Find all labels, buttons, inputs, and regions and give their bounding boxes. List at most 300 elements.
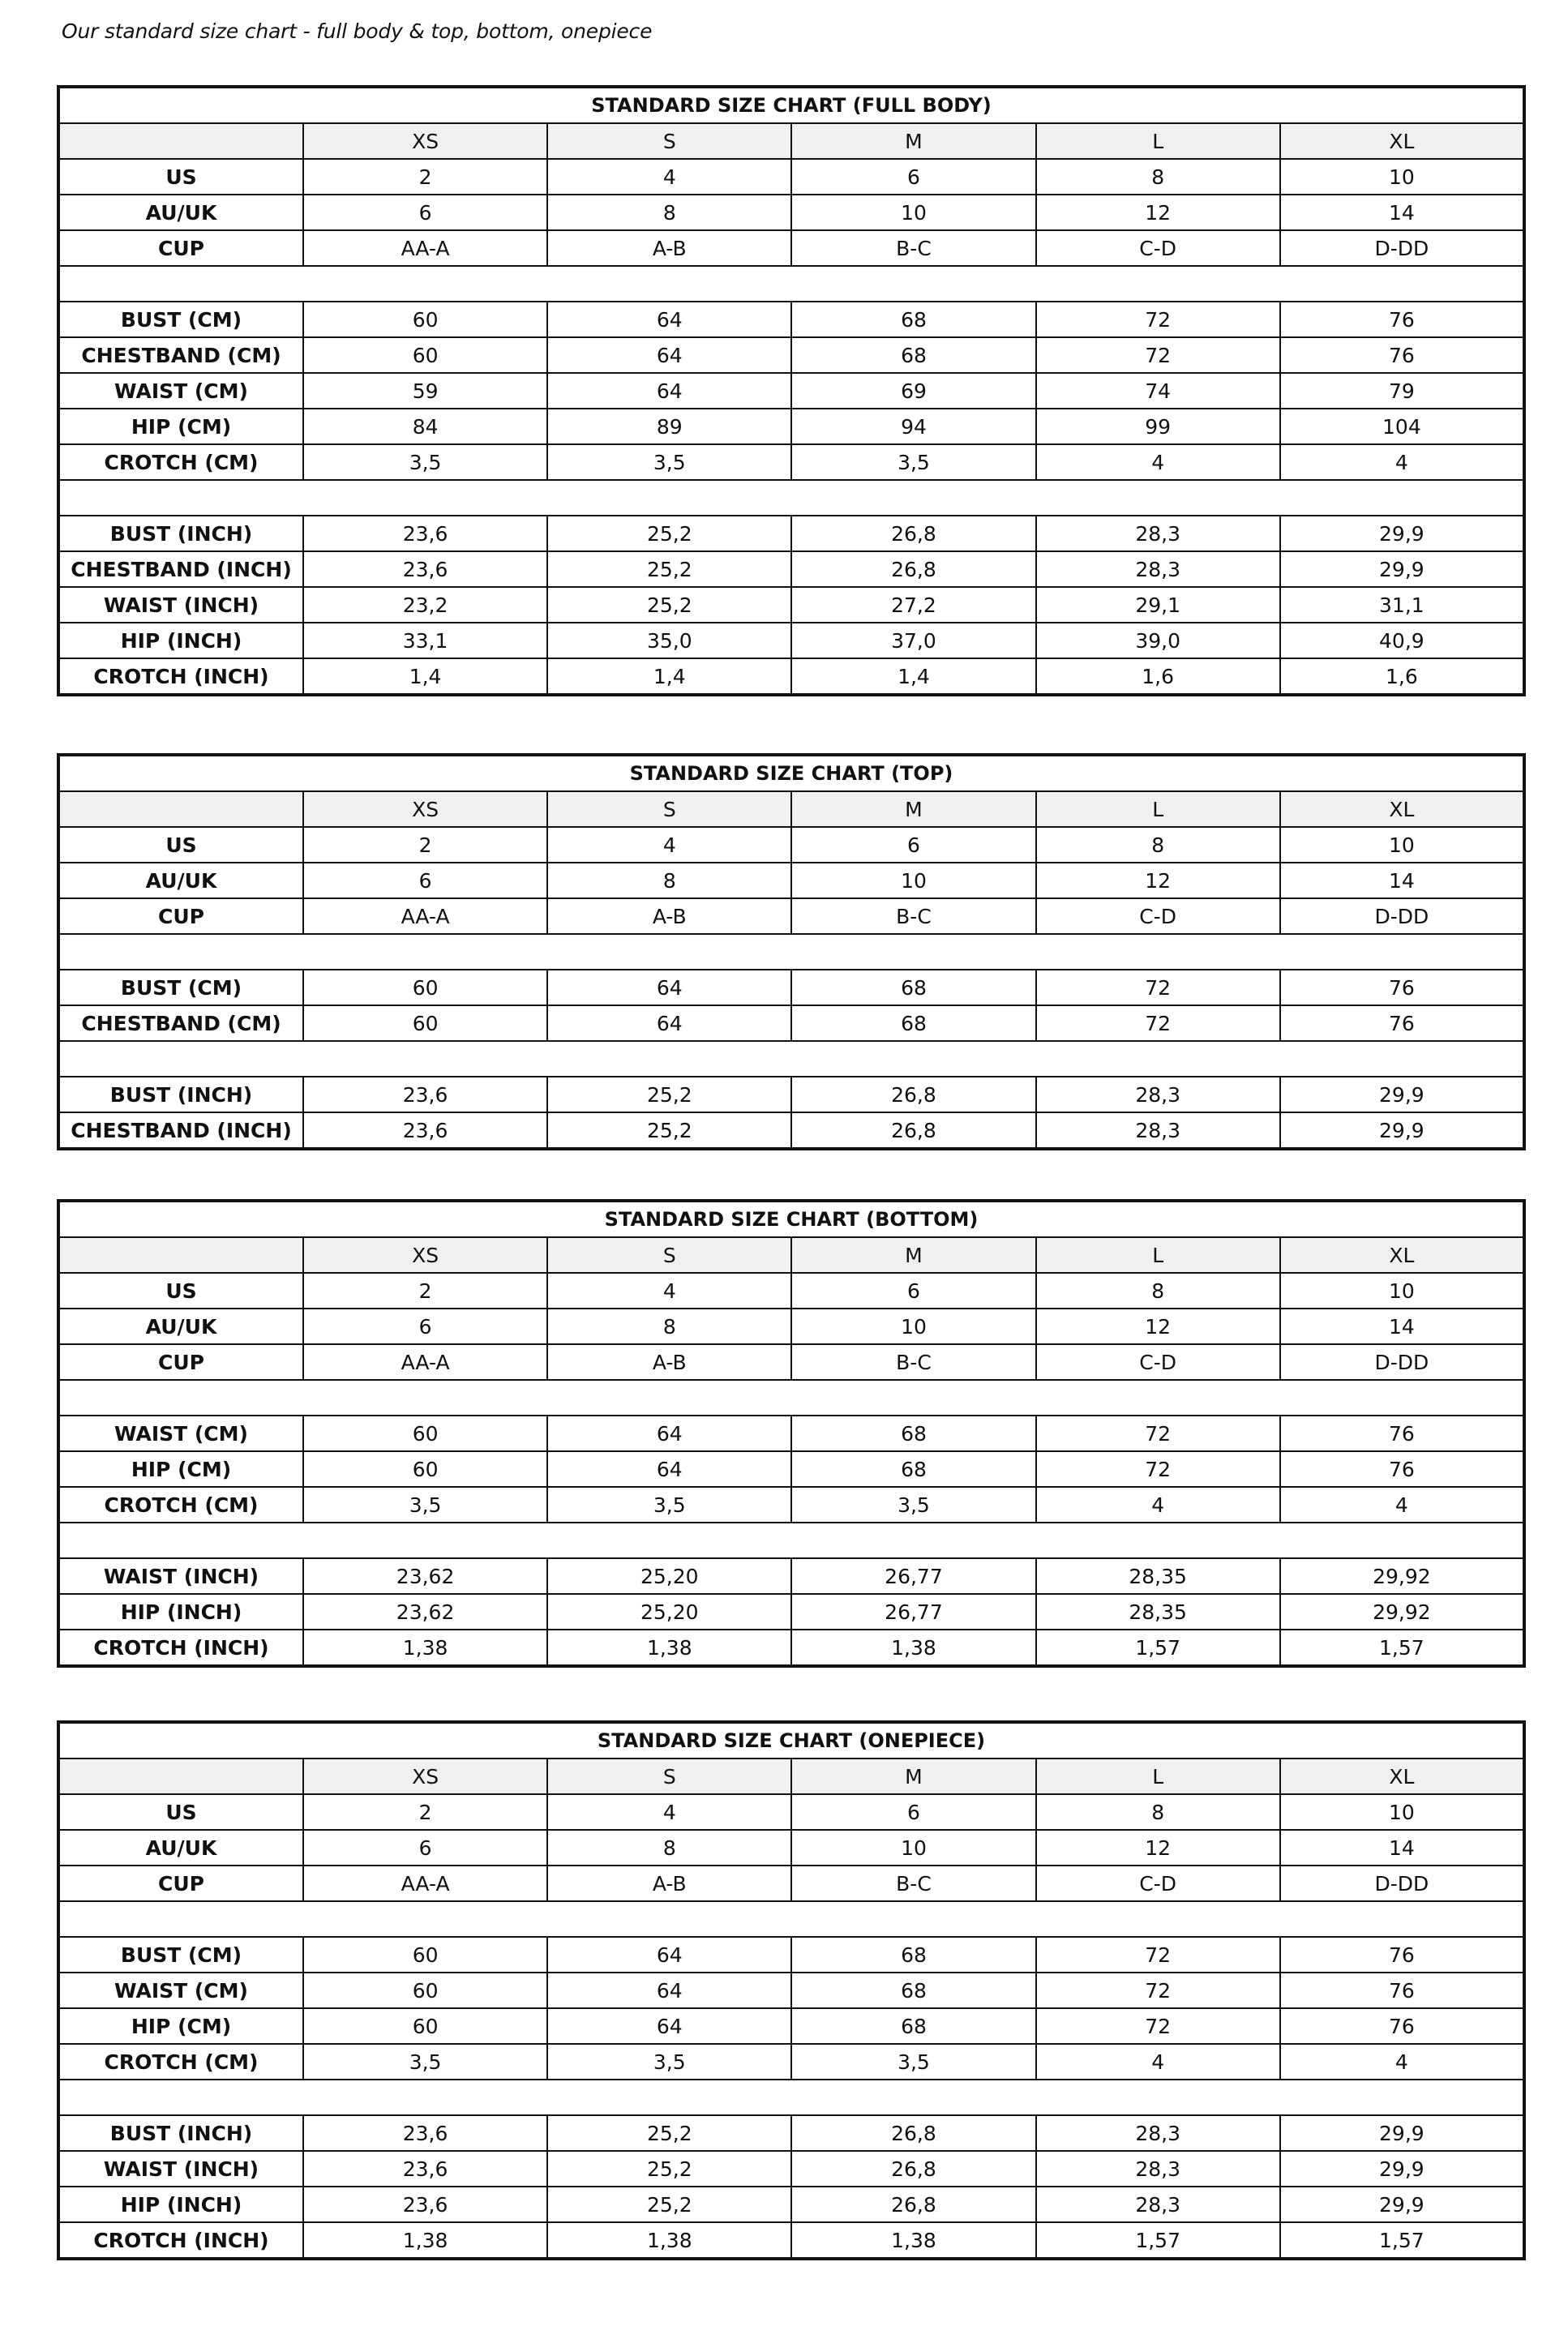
table-cell: 1,38 [303, 2222, 547, 2259]
table-cell: 59 [303, 373, 547, 409]
size-header-cell: S [547, 1237, 791, 1273]
table-cell: 84 [303, 409, 547, 444]
table-cell: 6 [303, 1309, 547, 1344]
table-cell: AA-A [303, 898, 547, 934]
table-title-row [58, 1201, 1524, 1237]
table-cell: 29,9 [1280, 2151, 1524, 2187]
table-row [58, 1487, 1524, 1523]
table-row [58, 658, 1524, 695]
table-cell: D-DD [1280, 898, 1524, 934]
table-cell: 29,9 [1280, 2187, 1524, 2222]
table-cell: 76 [1280, 1973, 1524, 2008]
table-cell: 10 [1280, 159, 1524, 195]
table-row [58, 2222, 1524, 2259]
row-label: WAIST (CM) [58, 1973, 303, 2008]
table-cell: 29,92 [1280, 1558, 1524, 1594]
table-cell: C-D [1036, 898, 1280, 934]
page-intro: Our standard size chart - full body & top, bottom, onepiece [62, 19, 653, 43]
row-label: CUP [58, 1344, 303, 1380]
table-cell: 76 [1280, 1005, 1524, 1041]
table-cell: 60 [303, 1937, 547, 1973]
table-cell: 8 [547, 195, 791, 230]
table-title-row [58, 755, 1524, 791]
spacer-cell [58, 1380, 1524, 1416]
table-cell: AA-A [303, 230, 547, 266]
table-cell: 6 [791, 1273, 1035, 1309]
table-cell: 64 [547, 1451, 791, 1487]
table-cell: 64 [547, 337, 791, 373]
table-cell: 1,6 [1280, 658, 1524, 695]
size-header-row [58, 1759, 1524, 1794]
table-cell: 25,2 [547, 1112, 791, 1149]
table-cell: 72 [1036, 302, 1280, 337]
table-row [58, 1866, 1524, 1901]
table-cell: 14 [1280, 195, 1524, 230]
table-cell: 3,5 [547, 2044, 791, 2080]
table-row [58, 1077, 1524, 1112]
table-cell: 8 [1036, 159, 1280, 195]
size-header-row [58, 123, 1524, 159]
table-row [58, 409, 1524, 444]
table-cell: 25,20 [547, 1558, 791, 1594]
table-cell: 1,38 [791, 2222, 1035, 2259]
spacer-row [58, 266, 1524, 302]
table-cell: 74 [1036, 373, 1280, 409]
table-row [58, 1630, 1524, 1666]
size-header-cell: XS [303, 791, 547, 827]
size-header-corner [58, 1237, 303, 1273]
table-cell: 25,2 [547, 2115, 791, 2151]
row-label: HIP (INCH) [58, 623, 303, 658]
table-cell: 39,0 [1036, 623, 1280, 658]
table-row [58, 827, 1524, 863]
table-row [58, 1005, 1524, 1041]
table-cell: 26,8 [791, 2151, 1035, 2187]
table-cell: 4 [547, 1273, 791, 1309]
table-cell: D-DD [1280, 1344, 1524, 1380]
table-cell: 3,5 [791, 1487, 1035, 1523]
table-cell: 29,1 [1036, 587, 1280, 623]
table-cell: 68 [791, 1416, 1035, 1451]
table-cell: 6 [791, 159, 1035, 195]
table-title-row [58, 87, 1524, 123]
table-cell: D-DD [1280, 1866, 1524, 1901]
table-row [58, 195, 1524, 230]
table-cell: A-B [547, 1866, 791, 1901]
table-cell: A-B [547, 898, 791, 934]
table-cell: 27,2 [791, 587, 1035, 623]
table-row [58, 970, 1524, 1005]
table-row [58, 1937, 1524, 1973]
spacer-row [58, 934, 1524, 970]
table-cell: 26,77 [791, 1558, 1035, 1594]
row-label: AU/UK [58, 863, 303, 898]
spacer-cell [58, 934, 1524, 970]
table-cell: 35,0 [547, 623, 791, 658]
table-cell: 10 [791, 1309, 1035, 1344]
table-cell: 26,8 [791, 551, 1035, 587]
table-cell: 64 [547, 1005, 791, 1041]
table-cell: 8 [1036, 827, 1280, 863]
size-header-corner [58, 123, 303, 159]
table-cell: B-C [791, 898, 1035, 934]
table-cell: 1,4 [303, 658, 547, 695]
table-cell: 8 [1036, 1273, 1280, 1309]
table-cell: 76 [1280, 970, 1524, 1005]
size-header-cell: M [791, 123, 1035, 159]
table-cell: 68 [791, 970, 1035, 1005]
row-label: AU/UK [58, 195, 303, 230]
table-cell: 4 [547, 159, 791, 195]
table-cell: 23,62 [303, 1594, 547, 1630]
table-row [58, 2008, 1524, 2044]
table-cell: 23,6 [303, 551, 547, 587]
table-cell: 23,6 [303, 516, 547, 551]
table-title: STANDARD SIZE CHART (BOTTOM) [58, 1201, 1524, 1237]
table-cell: 60 [303, 1973, 547, 2008]
row-label: CUP [58, 898, 303, 934]
spacer-cell [58, 1041, 1524, 1077]
table-cell: 72 [1036, 970, 1280, 1005]
table-cell: 4 [1036, 1487, 1280, 1523]
table-cell: 12 [1036, 1309, 1280, 1344]
table-cell: 26,77 [791, 1594, 1035, 1630]
table-cell: 3,5 [303, 2044, 547, 2080]
row-label: BUST (CM) [58, 1937, 303, 1973]
table-row [58, 1830, 1524, 1866]
table-cell: 6 [303, 1830, 547, 1866]
table-cell: 12 [1036, 1830, 1280, 1866]
table-cell: 72 [1036, 1973, 1280, 2008]
table-cell: 60 [303, 970, 547, 1005]
table-cell: 1,57 [1280, 1630, 1524, 1666]
size-header-cell: XS [303, 1237, 547, 1273]
table-cell: C-D [1036, 1344, 1280, 1380]
row-label: HIP (CM) [58, 1451, 303, 1487]
table-cell: 89 [547, 409, 791, 444]
table-cell: 6 [303, 863, 547, 898]
table-row [58, 1309, 1524, 1344]
size-header-cell: S [547, 1759, 791, 1794]
size-header-cell: L [1036, 1759, 1280, 1794]
table-title: STANDARD SIZE CHART (FULL BODY) [58, 87, 1524, 123]
table-cell: 10 [1280, 1794, 1524, 1830]
table-cell: 1,57 [1280, 2222, 1524, 2259]
table-cell: 64 [547, 373, 791, 409]
table-cell: 99 [1036, 409, 1280, 444]
table-cell: 8 [547, 1309, 791, 1344]
table-cell: B-C [791, 1344, 1035, 1380]
table-cell: 60 [303, 2008, 547, 2044]
table-cell: 26,8 [791, 2115, 1035, 2151]
row-label: CROTCH (CM) [58, 444, 303, 480]
table-cell: 64 [547, 1973, 791, 2008]
table-cell: 25,2 [547, 2151, 791, 2187]
spacer-cell [58, 2080, 1524, 2115]
table-cell: 23,62 [303, 1558, 547, 1594]
table-cell: 25,2 [547, 516, 791, 551]
row-label: BUST (INCH) [58, 1077, 303, 1112]
table-cell: 14 [1280, 1309, 1524, 1344]
table-cell: 72 [1036, 337, 1280, 373]
table-cell: 4 [1280, 2044, 1524, 2080]
table-cell: 29,9 [1280, 2115, 1524, 2151]
table-cell: 76 [1280, 1451, 1524, 1487]
table-cell: 26,8 [791, 516, 1035, 551]
table-cell: 25,2 [547, 587, 791, 623]
size-header-cell: L [1036, 1237, 1280, 1273]
table-cell: 23,6 [303, 2187, 547, 2222]
table-cell: 94 [791, 409, 1035, 444]
table-row [58, 444, 1524, 480]
spacer-cell [58, 480, 1524, 516]
table-cell: 8 [547, 863, 791, 898]
table-cell: 3,5 [791, 2044, 1035, 2080]
table-cell: 23,6 [303, 2115, 547, 2151]
table-row [58, 1558, 1524, 1594]
row-label: CHESTBAND (CM) [58, 1005, 303, 1041]
table-cell: 68 [791, 1973, 1035, 2008]
table-cell: 72 [1036, 1451, 1280, 1487]
table-cell: 14 [1280, 1830, 1524, 1866]
table-cell: 4 [1280, 444, 1524, 480]
table-row [58, 1416, 1524, 1451]
table-cell: 28,35 [1036, 1594, 1280, 1630]
table-row [58, 2187, 1524, 2222]
row-label: BUST (CM) [58, 302, 303, 337]
table-cell: 10 [791, 195, 1035, 230]
table-cell: 76 [1280, 1416, 1524, 1451]
table-cell: 60 [303, 1416, 547, 1451]
table-cell: 31,1 [1280, 587, 1524, 623]
table-title-row [58, 1722, 1524, 1759]
table-cell: D-DD [1280, 230, 1524, 266]
table-cell: 68 [791, 1005, 1035, 1041]
table-cell: 2 [303, 827, 547, 863]
table-cell: 69 [791, 373, 1035, 409]
table-cell: 6 [791, 827, 1035, 863]
table-cell: 23,2 [303, 587, 547, 623]
table-row [58, 1451, 1524, 1487]
row-label: HIP (CM) [58, 2008, 303, 2044]
row-label: WAIST (INCH) [58, 1558, 303, 1594]
size-chart-table [57, 85, 1526, 696]
size-chart-table [57, 1720, 1526, 2260]
table-cell: 104 [1280, 409, 1524, 444]
row-label: WAIST (CM) [58, 1416, 303, 1451]
table-cell: 68 [791, 302, 1035, 337]
table-cell: 1,4 [791, 658, 1035, 695]
table-cell: 28,3 [1036, 1112, 1280, 1149]
row-label: AU/UK [58, 1309, 303, 1344]
table-cell: 64 [547, 2008, 791, 2044]
table-cell: 60 [303, 302, 547, 337]
table-cell: 2 [303, 1273, 547, 1309]
table-cell: 29,9 [1280, 516, 1524, 551]
table-cell: 3,5 [547, 1487, 791, 1523]
row-label: BUST (CM) [58, 970, 303, 1005]
table-cell: 23,6 [303, 2151, 547, 2187]
table-cell: C-D [1036, 230, 1280, 266]
row-label: AU/UK [58, 1830, 303, 1866]
table-row [58, 1344, 1524, 1380]
spacer-row [58, 1901, 1524, 1937]
table-cell: 4 [1036, 2044, 1280, 2080]
table-cell: 29,92 [1280, 1594, 1524, 1630]
table-cell: 37,0 [791, 623, 1035, 658]
row-label: CROTCH (CM) [58, 2044, 303, 2080]
table-cell: 14 [1280, 863, 1524, 898]
row-label: HIP (INCH) [58, 2187, 303, 2222]
row-label: CROTCH (CM) [58, 1487, 303, 1523]
table-cell: A-B [547, 1344, 791, 1380]
table-cell: 68 [791, 2008, 1035, 2044]
table-cell: 12 [1036, 863, 1280, 898]
table-row [58, 587, 1524, 623]
spacer-row [58, 1523, 1524, 1558]
row-label: CUP [58, 1866, 303, 1901]
spacer-row [58, 2080, 1524, 2115]
row-label: CUP [58, 230, 303, 266]
table-cell: 72 [1036, 1937, 1280, 1973]
table-cell: 28,3 [1036, 516, 1280, 551]
row-label: WAIST (CM) [58, 373, 303, 409]
table-cell: 23,6 [303, 1077, 547, 1112]
table-row [58, 863, 1524, 898]
size-header-row [58, 1237, 1524, 1273]
size-header-corner [58, 791, 303, 827]
row-label: HIP (INCH) [58, 1594, 303, 1630]
table-cell: 12 [1036, 195, 1280, 230]
table-title: STANDARD SIZE CHART (ONEPIECE) [58, 1722, 1524, 1759]
spacer-cell [58, 266, 1524, 302]
row-label: WAIST (INCH) [58, 587, 303, 623]
table-row [58, 159, 1524, 195]
table-cell: 25,2 [547, 2187, 791, 2222]
table-cell: 1,38 [791, 1630, 1035, 1666]
size-header-cell: M [791, 1237, 1035, 1273]
table-row [58, 337, 1524, 373]
table-cell: 64 [547, 1416, 791, 1451]
table-cell: 64 [547, 302, 791, 337]
table-cell: AA-A [303, 1344, 547, 1380]
size-header-row [58, 791, 1524, 827]
table-cell: 28,3 [1036, 1077, 1280, 1112]
size-header-cell: XL [1280, 1237, 1524, 1273]
table-cell: 28,3 [1036, 2115, 1280, 2151]
size-header-cell: S [547, 791, 791, 827]
spacer-row [58, 1041, 1524, 1077]
table-title: STANDARD SIZE CHART (TOP) [58, 755, 1524, 791]
table-cell: 8 [547, 1830, 791, 1866]
row-label: CHESTBAND (INCH) [58, 551, 303, 587]
table-cell: 26,8 [791, 1112, 1035, 1149]
table-cell: 76 [1280, 302, 1524, 337]
table-cell: 60 [303, 1451, 547, 1487]
size-header-cell: L [1036, 791, 1280, 827]
size-header-cell: M [791, 1759, 1035, 1794]
size-header-cell: S [547, 123, 791, 159]
table-cell: 1,57 [1036, 1630, 1280, 1666]
table-row [58, 1273, 1524, 1309]
size-header-cell: XS [303, 123, 547, 159]
size-header-cell: XL [1280, 791, 1524, 827]
table-cell: 3,5 [547, 444, 791, 480]
table-cell: 25,2 [547, 551, 791, 587]
table-row [58, 302, 1524, 337]
table-cell: 28,3 [1036, 2187, 1280, 2222]
size-header-cell: XL [1280, 123, 1524, 159]
size-header-corner [58, 1759, 303, 1794]
table-cell: 4 [1280, 1487, 1524, 1523]
table-cell: B-C [791, 1866, 1035, 1901]
table-cell: 68 [791, 1937, 1035, 1973]
row-label: US [58, 159, 303, 195]
table-row [58, 516, 1524, 551]
table-row [58, 2044, 1524, 2080]
table-cell: 3,5 [303, 444, 547, 480]
table-cell: 68 [791, 1451, 1035, 1487]
table-cell: 10 [791, 863, 1035, 898]
table-cell: 8 [1036, 1794, 1280, 1830]
table-cell: 72 [1036, 2008, 1280, 2044]
table-cell: 6 [791, 1794, 1035, 1830]
table-cell: 6 [303, 195, 547, 230]
row-label: CHESTBAND (INCH) [58, 1112, 303, 1149]
table-cell: 10 [1280, 1273, 1524, 1309]
table-cell: 28,3 [1036, 2151, 1280, 2187]
spacer-row [58, 1380, 1524, 1416]
row-label: CROTCH (INCH) [58, 658, 303, 695]
table-cell: 10 [1280, 827, 1524, 863]
row-label: BUST (INCH) [58, 2115, 303, 2151]
size-header-cell: L [1036, 123, 1280, 159]
row-label: CHESTBAND (CM) [58, 337, 303, 373]
table-cell: 79 [1280, 373, 1524, 409]
table-cell: 26,8 [791, 2187, 1035, 2222]
table-row [58, 551, 1524, 587]
table-cell: 28,3 [1036, 551, 1280, 587]
table-cell: 2 [303, 1794, 547, 1830]
table-row [58, 1794, 1524, 1830]
table-cell: 33,1 [303, 623, 547, 658]
table-row [58, 1973, 1524, 2008]
table-cell: 1,38 [303, 1630, 547, 1666]
size-chart-table [57, 753, 1526, 1150]
table-cell: 40,9 [1280, 623, 1524, 658]
table-cell: 76 [1280, 337, 1524, 373]
row-label: US [58, 1794, 303, 1830]
table-cell: 4 [1036, 444, 1280, 480]
table-row [58, 1112, 1524, 1149]
table-cell: 60 [303, 337, 547, 373]
table-cell: 2 [303, 159, 547, 195]
table-cell: 4 [547, 1794, 791, 1830]
size-chart-table [57, 1199, 1526, 1668]
table-row [58, 2115, 1524, 2151]
row-label: BUST (INCH) [58, 516, 303, 551]
table-cell: 29,9 [1280, 1077, 1524, 1112]
table-cell: 26,8 [791, 1077, 1035, 1112]
row-label: CROTCH (INCH) [58, 2222, 303, 2259]
table-cell: 72 [1036, 1005, 1280, 1041]
table-cell: 10 [791, 1830, 1035, 1866]
table-cell: AA-A [303, 1866, 547, 1901]
table-cell: 76 [1280, 1937, 1524, 1973]
table-cell: 3,5 [303, 1487, 547, 1523]
table-cell: 25,2 [547, 1077, 791, 1112]
table-cell: 4 [547, 827, 791, 863]
